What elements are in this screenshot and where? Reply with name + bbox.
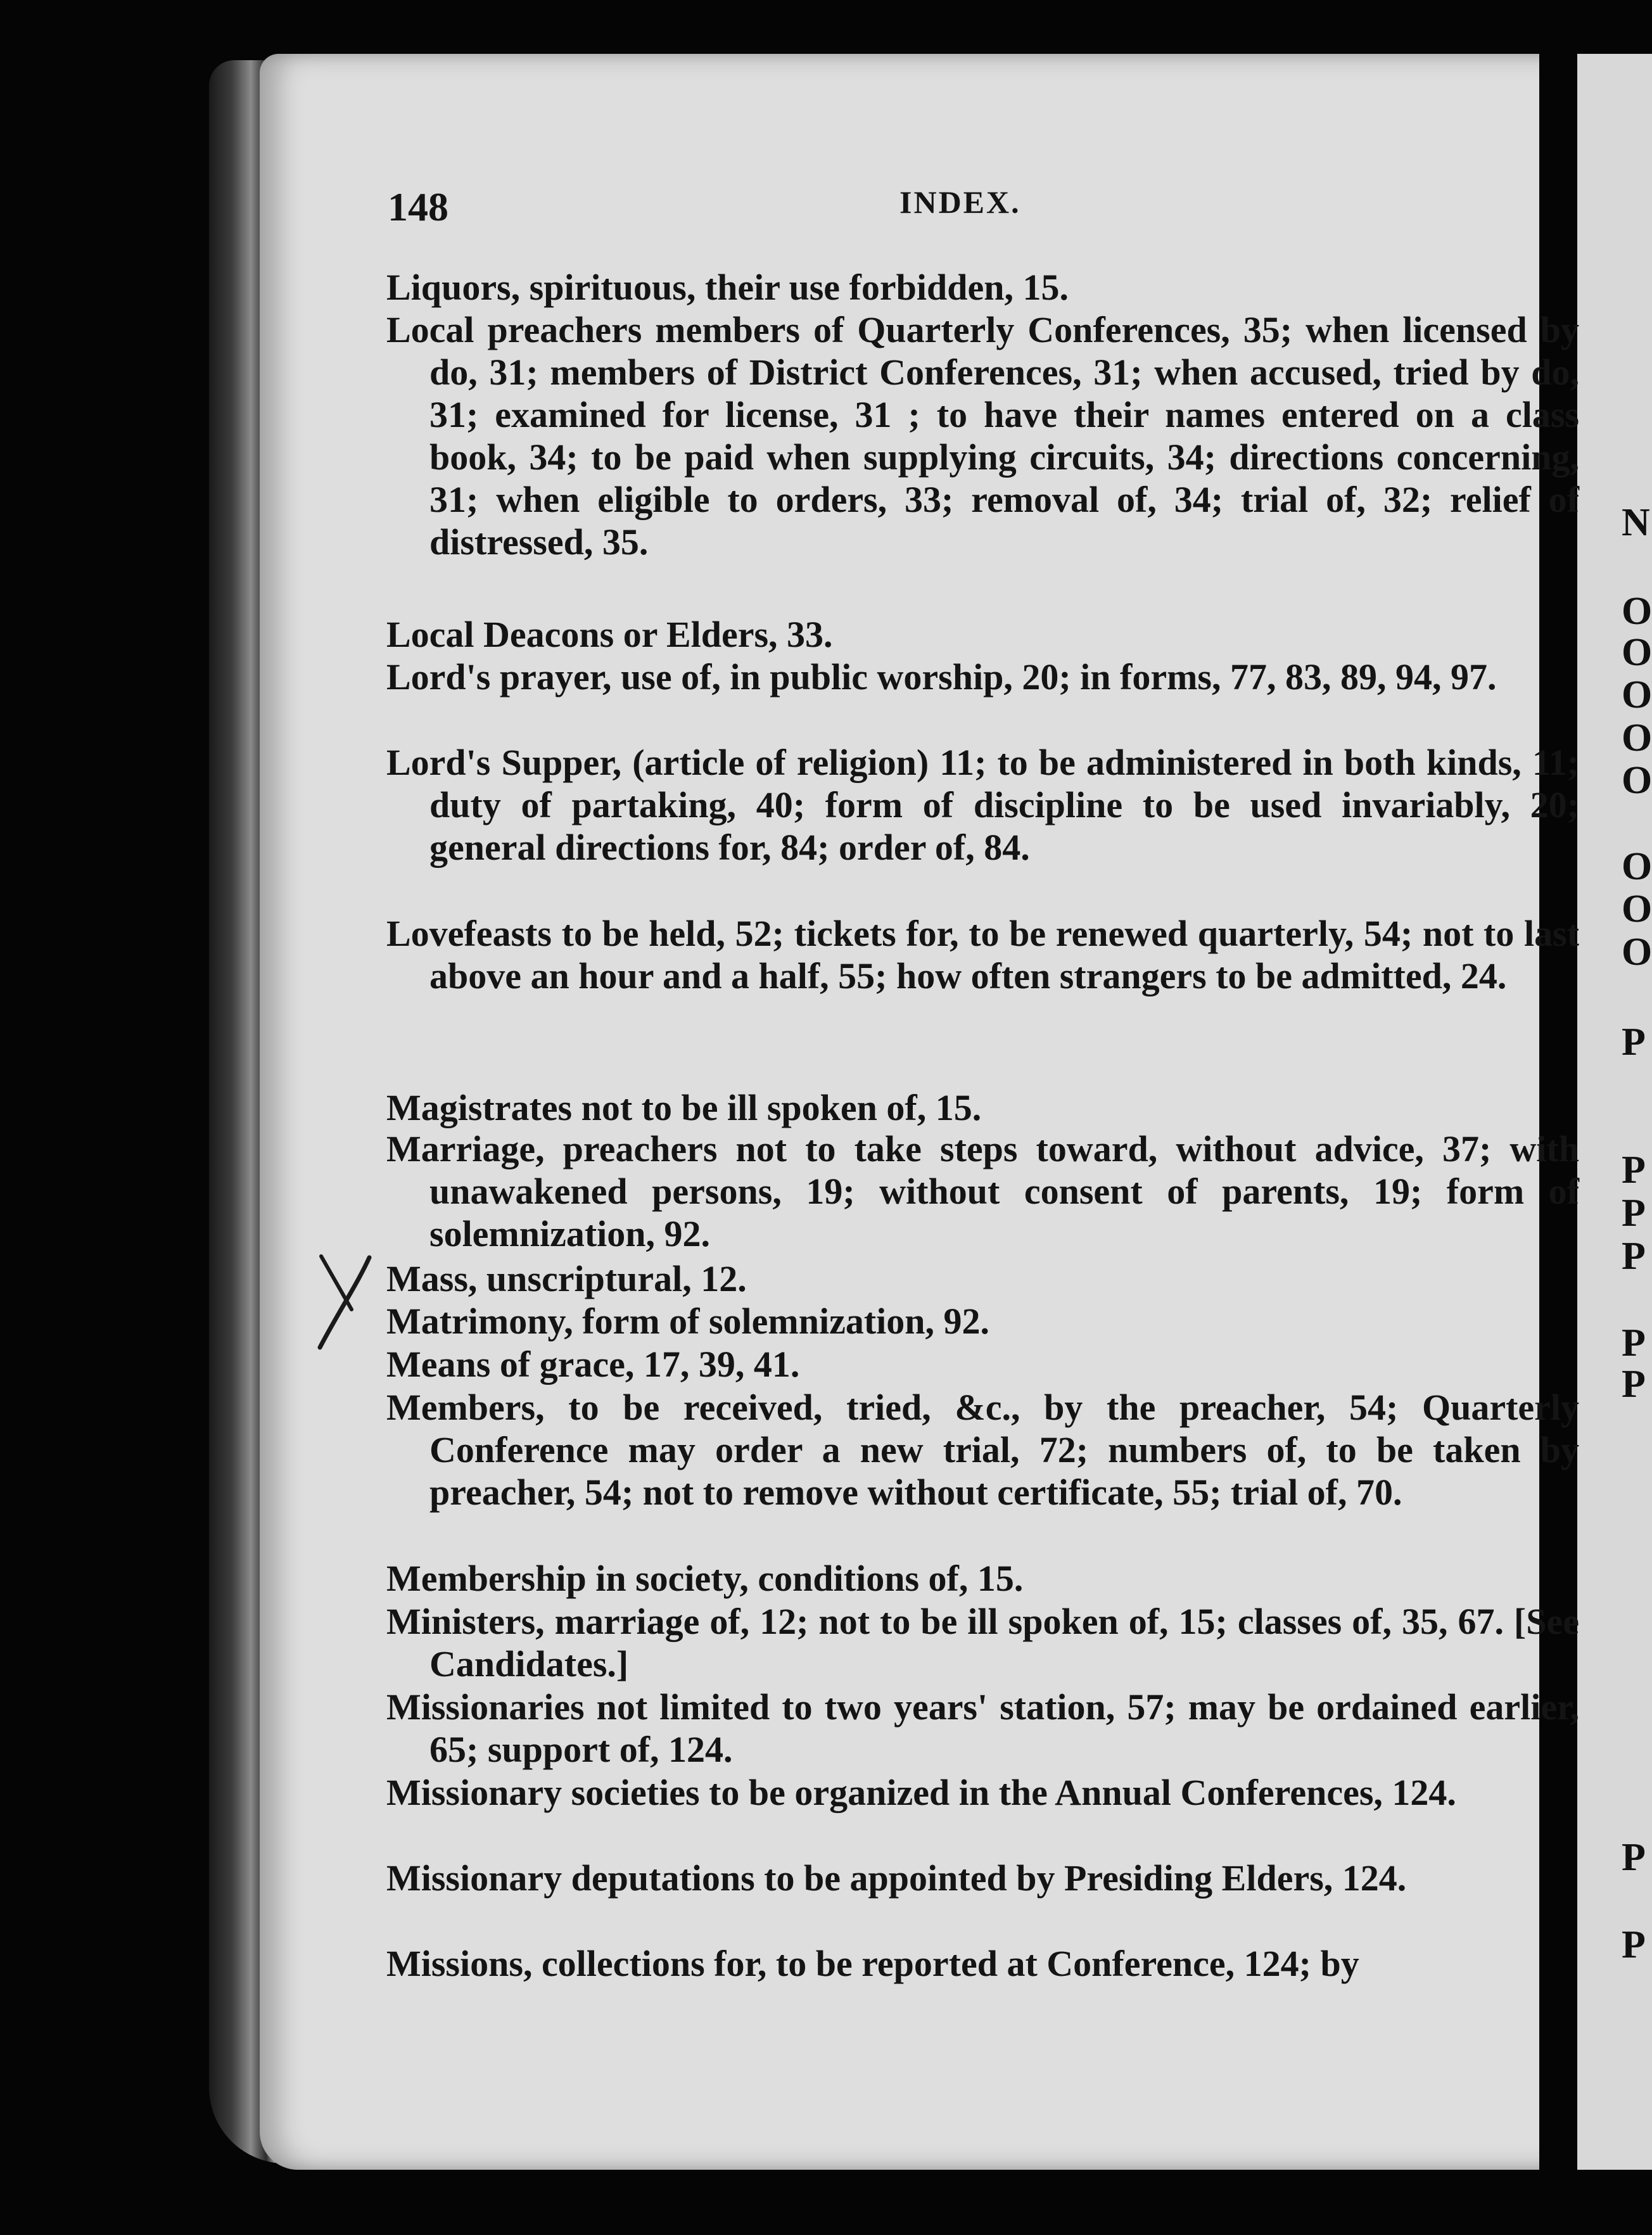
facing-page-letter: O [1622,590,1652,633]
facing-page-letter: P [1622,1321,1646,1365]
facing-page-letter: P [1622,1149,1646,1192]
facing-page-letter: P [1622,1021,1646,1064]
running-title: INDEX. [899,184,1021,220]
handwritten-x-mark [314,1251,374,1353]
facing-page-letter: P [1622,1923,1646,1966]
index-entry: Missionary societies to be organized in the Annual Conferences, 124. [386,1772,1456,1813]
index-entry: Magistrates not to be ill spoken of, 15. [386,1087,982,1128]
facing-page-letter: O [1622,931,1652,974]
index-entry: Marriage, preachers not to take steps toward, without advice, 37; with unawakened persons, 19; without consent of parents, 19; form of solemnization, 92. [386,1128,1579,1254]
index-entry: Mass, unscriptural, 12. [386,1258,747,1299]
index-entry: Lord's prayer, use of, in public worship, 20; in forms, 77, 83, 89, 94, 97. [386,656,1497,697]
facing-page-letter: P [1622,1235,1646,1278]
index-entry: Membership in society, conditions of, 15. [386,1558,1024,1599]
index-entry: Means of grace, 17, 39, 41. [386,1344,800,1385]
index-entry: Matrimony, form of solemnization, 92. [386,1301,990,1342]
index-entry: Ministers, marriage of, 12; not to be ill spoken of, 15; classes of, 35, 67. [See Candidates.] [386,1601,1579,1684]
index-entry: Liquors, spirituous, their use forbidden, 15. [386,267,1069,308]
facing-page-letter: O [1622,759,1652,802]
facing-page-letter: P [1622,1363,1646,1406]
index-entry: Local preachers members of Quarterly Conferences, 35; when licensed by do, 31; members of District Conferences, 31; when accused, tried by do, 31; examined for license, 31 ; to have their names entered on a class book, 34; to be paid when supplying circuits, 34; directions concerning, 31; when eligible to orders, 33; removal of, 34; trial of, 32; relief of distressed, 35. [386,309,1579,563]
facing-page-letter: O [1622,845,1652,888]
index-entry: Local Deacons or Elders, 33. [386,614,833,655]
index-entry: Missionaries not limited to two years' station, 57; may be ordained earlier, 65; support of, 124. [386,1686,1579,1770]
facing-page-letter: O [1622,716,1652,760]
facing-page-letter: O [1622,673,1652,716]
index-entry: Missions, collections for, to be reported at Conference, 124; by [386,1943,1359,1984]
facing-page-letter: O [1622,888,1652,931]
index-entry: Lovefeasts to be held, 52; tickets for, to be renewed quarterly, 54; not to last above an hour and a half, 55; how often strangers to be admitted, 24. [386,913,1579,997]
page-number: 148 [388,184,448,229]
facing-page-letter: P [1622,1192,1646,1235]
index-entry: Missionary deputations to be appointed by Presiding Elders, 124. [386,1857,1407,1899]
facing-page-letter: P [1622,1836,1646,1879]
facing-page-letter: O [1622,631,1652,674]
index-entry: Members, to be received, tried, &c., by the preacher, 54; Quarterly Conference may order a new trial, 72; numbers of, to be taken by preacher, 54; not to remove without certificate, 55; trial of, 70. [386,1387,1579,1513]
facing-page-letter: N [1622,501,1650,544]
index-entry: Lord's Supper, (article of religion) 11; to be administered in both kinds, 11; duty of partaking, 40; form of discipline to be used invariably, 20; general directions for, 84; order of, 84. [386,742,1579,868]
